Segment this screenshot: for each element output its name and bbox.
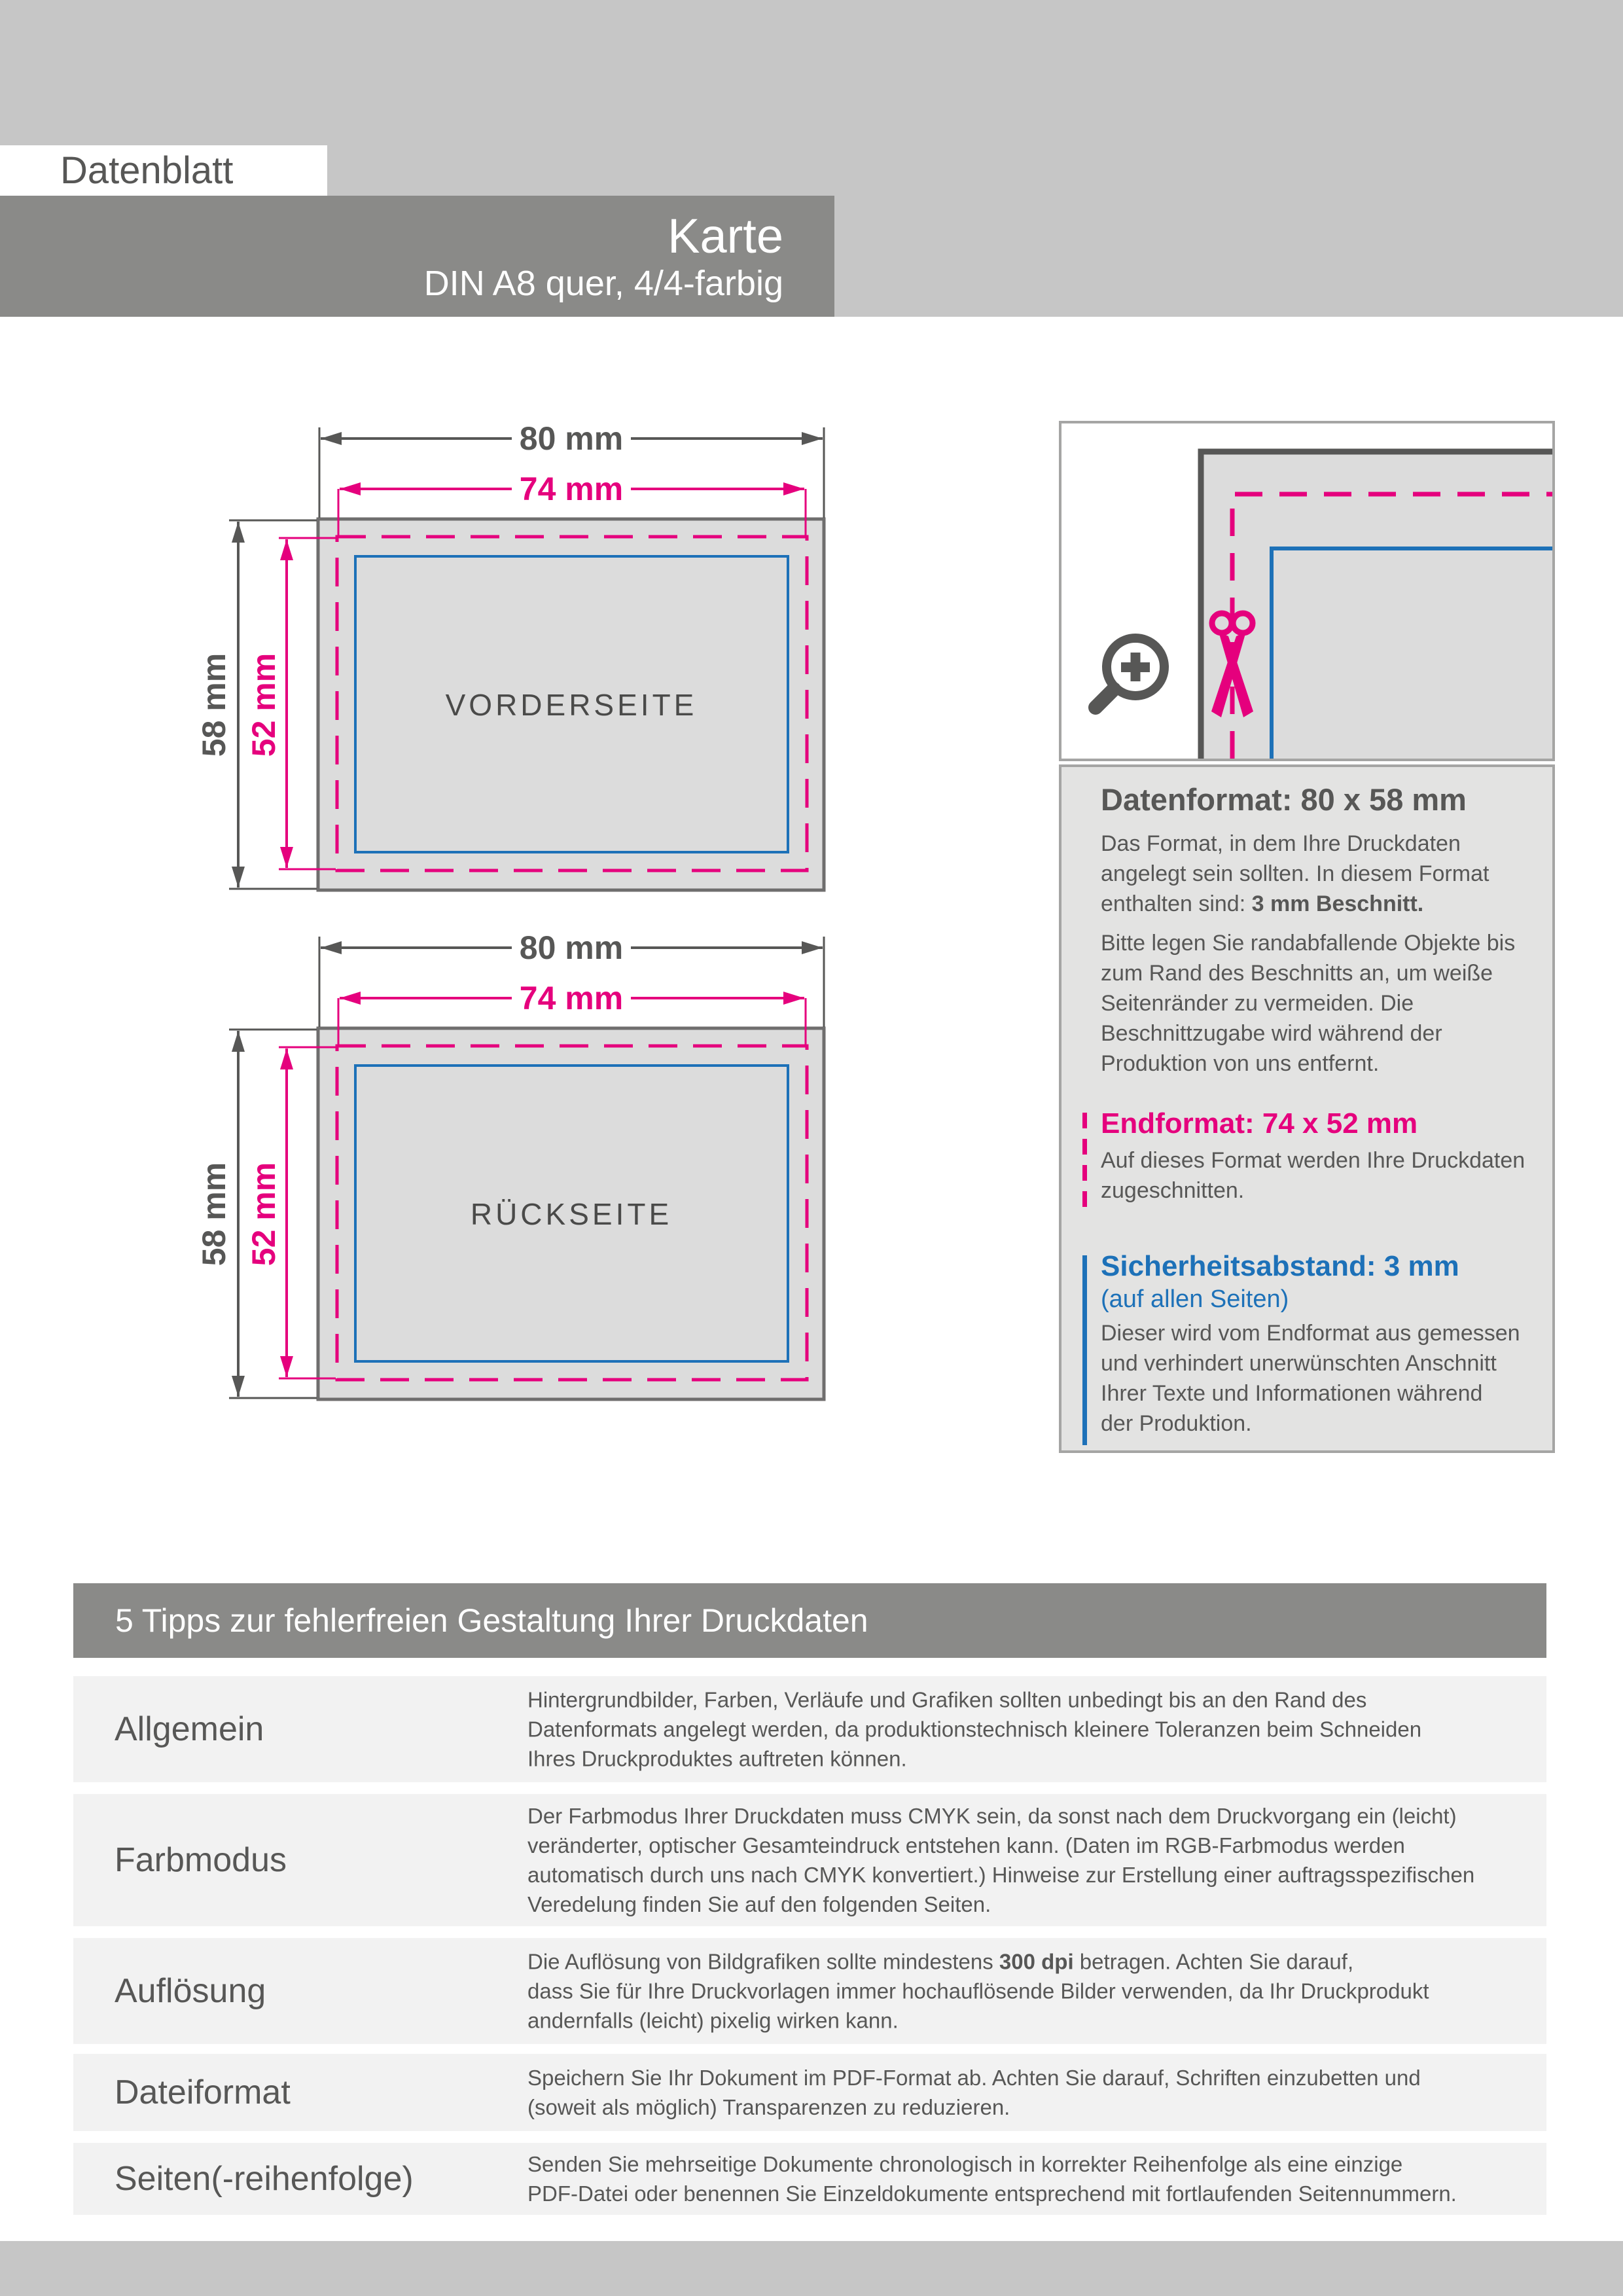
safety-marker-line [1082, 1255, 1087, 1445]
trim-section [1101, 1107, 1533, 1206]
format-info-panel [1059, 764, 1555, 1453]
bleed-section [1101, 781, 1533, 817]
bleed-heading: Datenformat: 80 x 58 mm [1101, 782, 1467, 817]
back-diagram-drawing [151, 876, 870, 1412]
tip-label: Seiten(-reihenfolge) [115, 2160, 414, 2198]
safety-subheading: (auf allen Seiten) [1101, 1285, 1289, 1313]
trim-body: Auf dieses Format werden Ihre Druckdaten zugeschnitten. [1101, 1148, 1525, 1203]
doc-label: Datenblatt [60, 149, 234, 192]
outer-width-label: 80 mm [519, 420, 624, 457]
corner-zoom-drawing [1061, 423, 1552, 759]
tip-row-aufloesung [73, 1938, 1546, 2044]
tip-label: Farbmodus [115, 1841, 287, 1879]
product-title: Karte [668, 208, 783, 263]
back-diagram [151, 876, 870, 1412]
tip-body: Senden Sie mehrseitige Dokumente chronologisch in korrekter Reihenfolge als eine einzige PDF-Datei oder benennen Sie Einzeldokumente entsprechend mit fortlaufenden Seitennummern. [527, 2152, 1457, 2206]
outer-width-label: 80 mm [519, 929, 624, 966]
product-band [0, 196, 834, 317]
outer-height-label: 58 mm [196, 653, 232, 757]
tip-row-farbmodus [73, 1794, 1546, 1926]
trim-height-label: 52 mm [245, 1162, 282, 1266]
trim-width-label: 74 mm [519, 980, 624, 1016]
tip-label: Dateiformat [115, 2073, 291, 2111]
tip-row-dateiformat [73, 2054, 1546, 2131]
safety-heading: Sicherheitsabstand: 3 mm [1101, 1250, 1459, 1282]
front-side-label: VORDERSEITE [445, 688, 698, 722]
corner-zoom-box [1059, 421, 1555, 761]
tips-heading: 5 Tipps zur fehlerfreien Gestaltung Ihrer Druckdaten [115, 1602, 868, 1639]
trim-marker-line [1082, 1113, 1087, 1217]
bleed-paragraph-2: Bitte legen Sie randabfallende Objekte bis zum Rand des Beschnitts an, um weiße Seitenränder zu vermeiden. Die Beschnittzugabe wird während der Produktion von uns entfernt. [1101, 931, 1516, 1076]
outer-height-label: 58 mm [196, 1162, 232, 1266]
trim-width-label: 74 mm [519, 471, 624, 507]
card-corner-fill [1204, 454, 1552, 759]
tip-body: Der Farbmodus Ihrer Druckdaten muss CMYK sein, da sonst nach dem Druckvorgang ein (leicht) veränderter, optischer Gesamteindruck entstehen kann. (Daten im RGB-Farbmodus werden automatisch durch uns nach CMYK konvertiert.) Hinweise zur Erstellung einer auftragsspezifischen Veredelung finden Sie auf den folgenden Seiten. [527, 1804, 1475, 1916]
back-side-label: RÜCKSEITE [470, 1197, 673, 1231]
tip-body: Speichern Sie Ihr Dokument im PDF-Format ab. Achten Sie darauf, Schriften einzubetten und (soweit als möglich) Transparenzen zu reduzieren. [527, 2066, 1421, 2119]
doc-label-box [0, 145, 327, 196]
tip-label: Allgemein [115, 1710, 264, 1748]
tip-row-seitenreihenfolge [73, 2143, 1546, 2215]
bleed-paragraph-1: Das Format, in dem Ihre Druckdaten angelegt sein sollten. In diesem Format enthalten sind: 3 mm Beschnitt. [1101, 831, 1489, 916]
footer-band [0, 2241, 1623, 2296]
front-diagram-drawing [151, 367, 870, 903]
tips-heading-banner [73, 1583, 1546, 1658]
safety-section [1101, 1250, 1533, 1439]
magnifier-icon [1096, 638, 1164, 708]
safety-body: Dieser wird vom Endformat aus gemessen und verhindert unerwünschten Anschnitt Ihrer Texte und Informationen während der Produktion. [1101, 1321, 1520, 1436]
product-spec: DIN A8 quer, 4/4-farbig [423, 263, 783, 303]
tip-body: Die Auflösung von Bildgrafiken sollte mindestens 300 dpi betragen. Achten Sie darauf, dass Sie für Ihre Druckvorlagen immer hochauflösende Bilder verwenden, da Ihr Druckprodukt andernfalls (leicht) pixelig wirken kann. [527, 1949, 1429, 2033]
tip-row-allgemein [73, 1676, 1546, 1782]
tip-body: Hintergrundbilder, Farben, Verläufe und Grafiken sollten unbedingt bis an den Rand des Datenformats angelegt werden, da produktionstechnisch kleinere Toleranzen beim Schneiden Ihres Druckproduktes auftreten können. [527, 1687, 1422, 1771]
front-diagram [151, 367, 870, 903]
trim-height-label: 52 mm [245, 653, 282, 757]
trim-heading: Endformat: 74 x 52 mm [1101, 1107, 1418, 1139]
tip-label: Auflösung [115, 1972, 266, 2010]
